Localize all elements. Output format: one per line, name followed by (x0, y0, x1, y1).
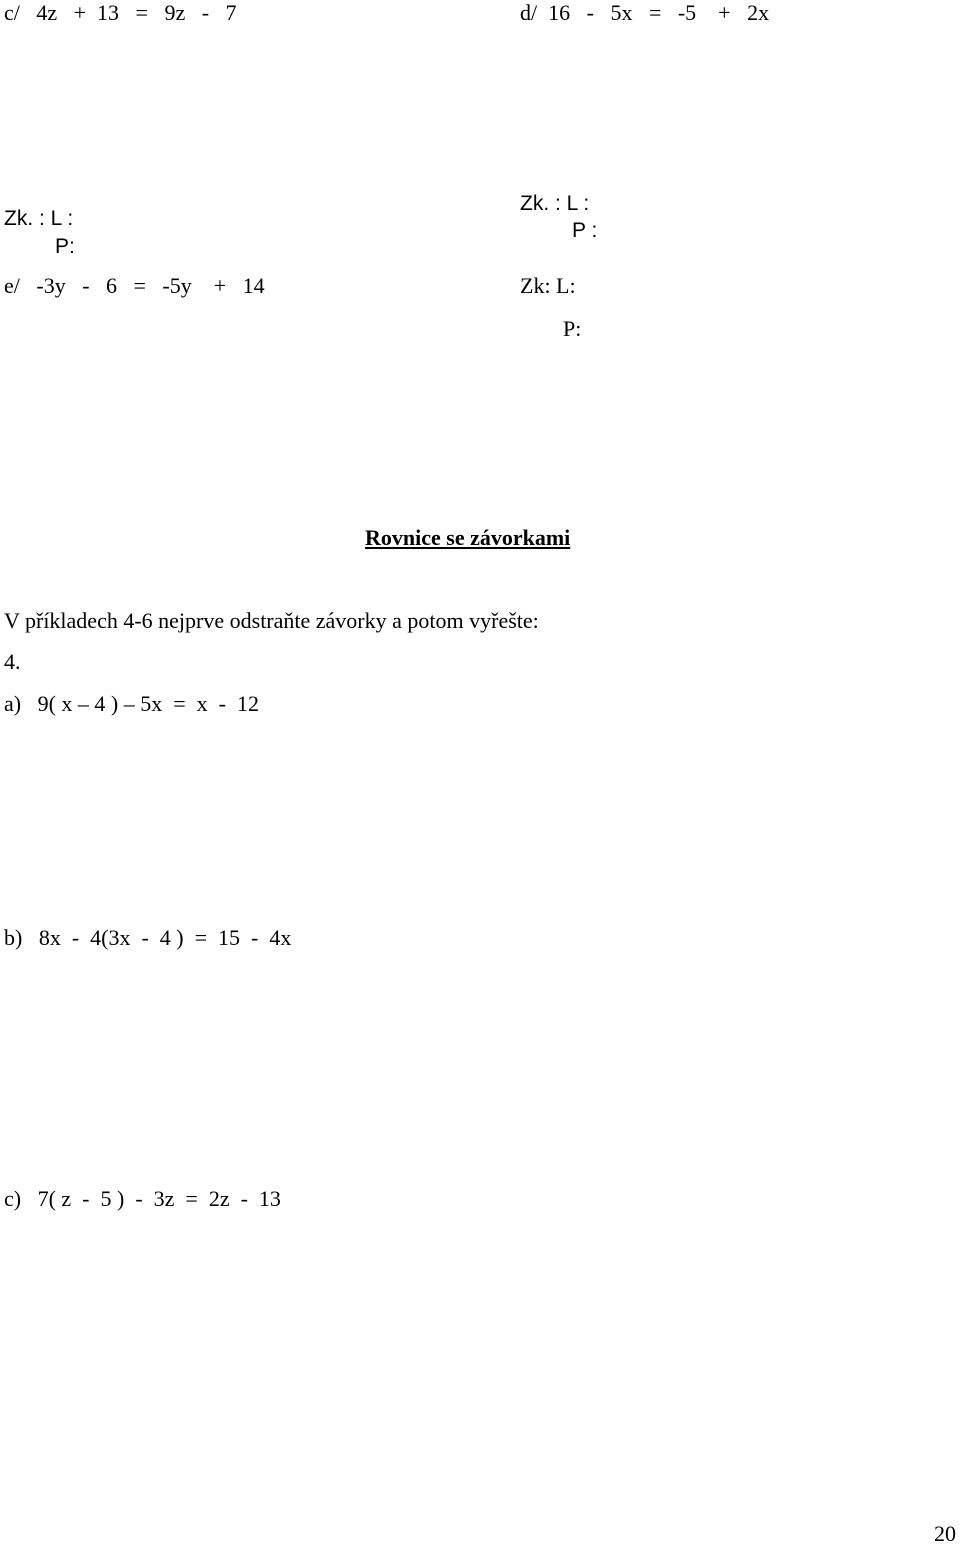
exercise-c-check-left: Zk. : L : (4, 207, 74, 230)
instruction-text: V příkladech 4-6 nejprve odstraňte závorky a potom vyřešte: (4, 608, 539, 633)
section-title: Rovnice se závorkami (365, 525, 571, 550)
exercise-d-check-left: Zk. : L : (520, 192, 590, 215)
exercise-e-check-right: P: (563, 316, 582, 341)
exercise-e: e/ -3y - 6 = -5y + 14 (4, 273, 265, 298)
exercise-c-brackets: c) 7( z - 5 ) - 3z = 2z - 13 (4, 1186, 281, 1211)
page-number: 20 (934, 1521, 956, 1546)
exercise-e-check-left: Zk: L: (520, 273, 576, 298)
exercise-number: 4. (4, 649, 21, 674)
exercise-c-check-right: P: (55, 235, 75, 258)
exercise-c: c/ 4z + 13 = 9z - 7 (4, 0, 237, 25)
exercise-d-check-right: P : (572, 219, 598, 242)
exercise-a: a) 9( x – 4 ) – 5x = x - 12 (4, 691, 259, 716)
exercise-d: d/ 16 - 5x = -5 + 2x (520, 0, 770, 25)
exercise-b: b) 8x - 4(3x - 4 ) = 15 - 4x (4, 925, 292, 950)
